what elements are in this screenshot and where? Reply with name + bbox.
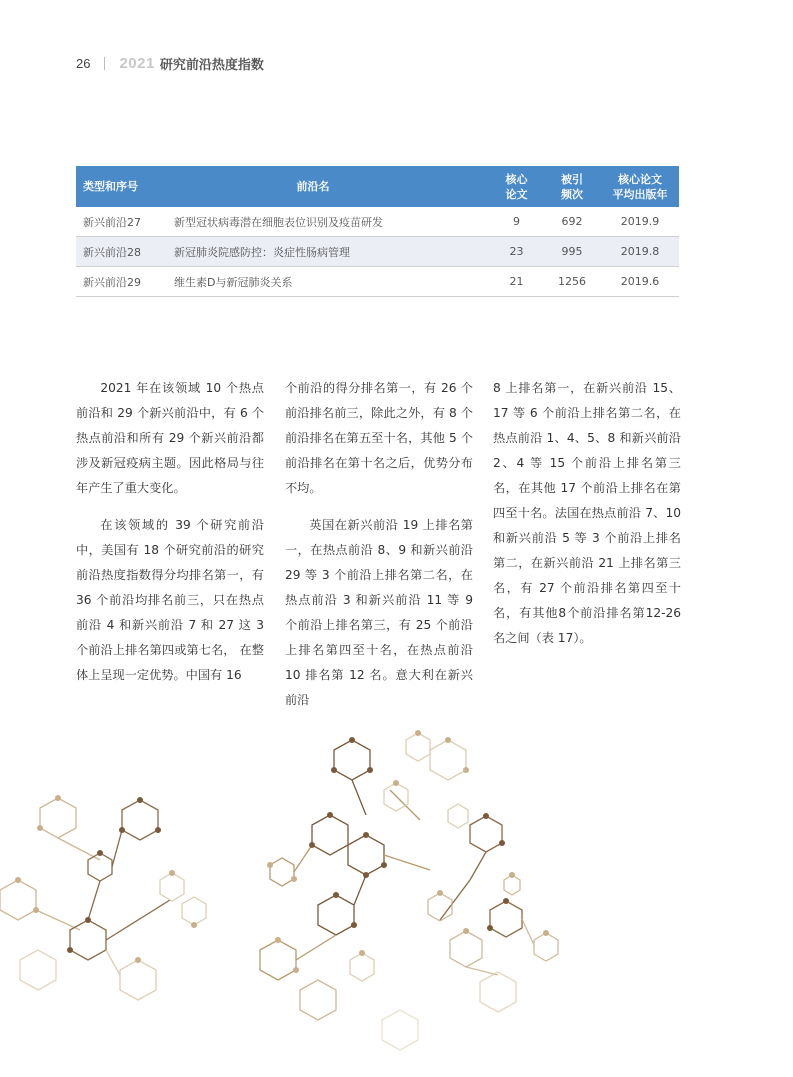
cell-type: 新兴前沿29 (76, 267, 174, 297)
cell-name: 新型冠状病毒潜在细胞表位识别及疫苗研发 (174, 207, 452, 237)
table-header-row (76, 166, 679, 207)
cell-citations: 692 (543, 207, 601, 237)
header-title: 研究前沿热度指数 (159, 57, 264, 73)
header-core-papers-text: 核心 论文 (505, 172, 528, 201)
paragraph: 英国在新兴前沿 19 上排名第一，在热点前沿 8、9 和新兴前沿 29 等 3 个前沿上排名第二名，在热点前沿 3 和新兴前沿 11 等 9 个前沿上排名第三，有 25 个前沿上排名第四至十名，在热点前沿 10 排名第 12 名。意大利在新兴前沿 (285, 518, 473, 707)
text-column-1 (76, 376, 264, 700)
cell-avg-year: 2019.8 (601, 237, 679, 267)
table-row (76, 267, 679, 297)
cell-type: 新兴前沿28 (76, 237, 174, 267)
header-avg-year-text: 核心论文 平均出版年 (612, 172, 668, 201)
hexagon-molecule-decoration (0, 720, 793, 1077)
paragraph: 在该领域的 39 个研究前沿中，美国有 18 个研究前沿的研究前沿热度指数得分均排名第一，有 36 个前沿均排名前三，只在热点前沿 4 和新兴前沿 7 和 27 这 3 个前沿上排名第四或第七名， 在整体上呈现一定优势。中国有 16 (76, 518, 264, 682)
page-number: 26 (76, 55, 91, 71)
text-column-2 (285, 376, 473, 725)
cell-avg-year: 2019.9 (601, 207, 679, 237)
text-column-3 (493, 376, 681, 663)
cell-citations: 1256 (543, 267, 601, 297)
header-avg-year (601, 166, 679, 207)
header-citations (543, 166, 601, 207)
table-row (76, 237, 679, 267)
cell-core-papers: 23 (452, 237, 543, 267)
cell-avg-year: 2019.6 (601, 267, 679, 297)
molecule-nodes (15, 730, 549, 973)
header-type: 类型和序号 (83, 180, 138, 193)
header-year: 2021 (119, 54, 155, 72)
cell-core-papers: 9 (452, 207, 543, 237)
header-divider (104, 57, 105, 70)
cell-citations: 995 (543, 237, 601, 267)
cell-core-papers: 21 (452, 267, 543, 297)
paragraph: 8 上排名第一，在新兴前沿 15、17 等 6 个前沿上排名第二名，在热点前沿 1、4、5、8 和新兴前沿 2、4 等 15 个前沿上排名第三名，在其他 17 个前沿上排名在第四至十名。法国在热点前沿 7、10 和新兴前沿 5 等 3 个前沿上排名第二，在新兴前沿 21 上排名第三名，有 27 个前沿排名第四至十名，有其他8个前沿排名第12-26名之间（表 17）。 (493, 381, 681, 645)
cell-type: 新兴前沿27 (76, 207, 174, 237)
cell-name: 新冠肺炎院感防控：炎症性肠病管理 (174, 237, 452, 267)
paragraph: 个前沿的得分排名第一，有 26 个前沿排名前三，除此之外，有 8 个前沿排名在第五至十名，其他 5 个前沿排名在第十名之后，优势分布不均。 (285, 381, 473, 495)
frontier-table (76, 166, 679, 297)
paragraph: 2021 年在该领域 10 个热点前沿和 29 个新兴前沿中，有 6 个热点前沿和所有 29 个新兴前沿都涉及新冠疫病主题。因此格局与往年产生了重大变化。 (76, 381, 264, 495)
cell-name: 维生素D与新冠肺炎关系 (174, 267, 452, 297)
header-core-papers (452, 166, 543, 207)
table-row (76, 207, 679, 237)
page-header (76, 52, 264, 74)
header-citations-text: 被引 频次 (561, 172, 583, 201)
header-frontier-name: 前沿名 (296, 180, 330, 193)
